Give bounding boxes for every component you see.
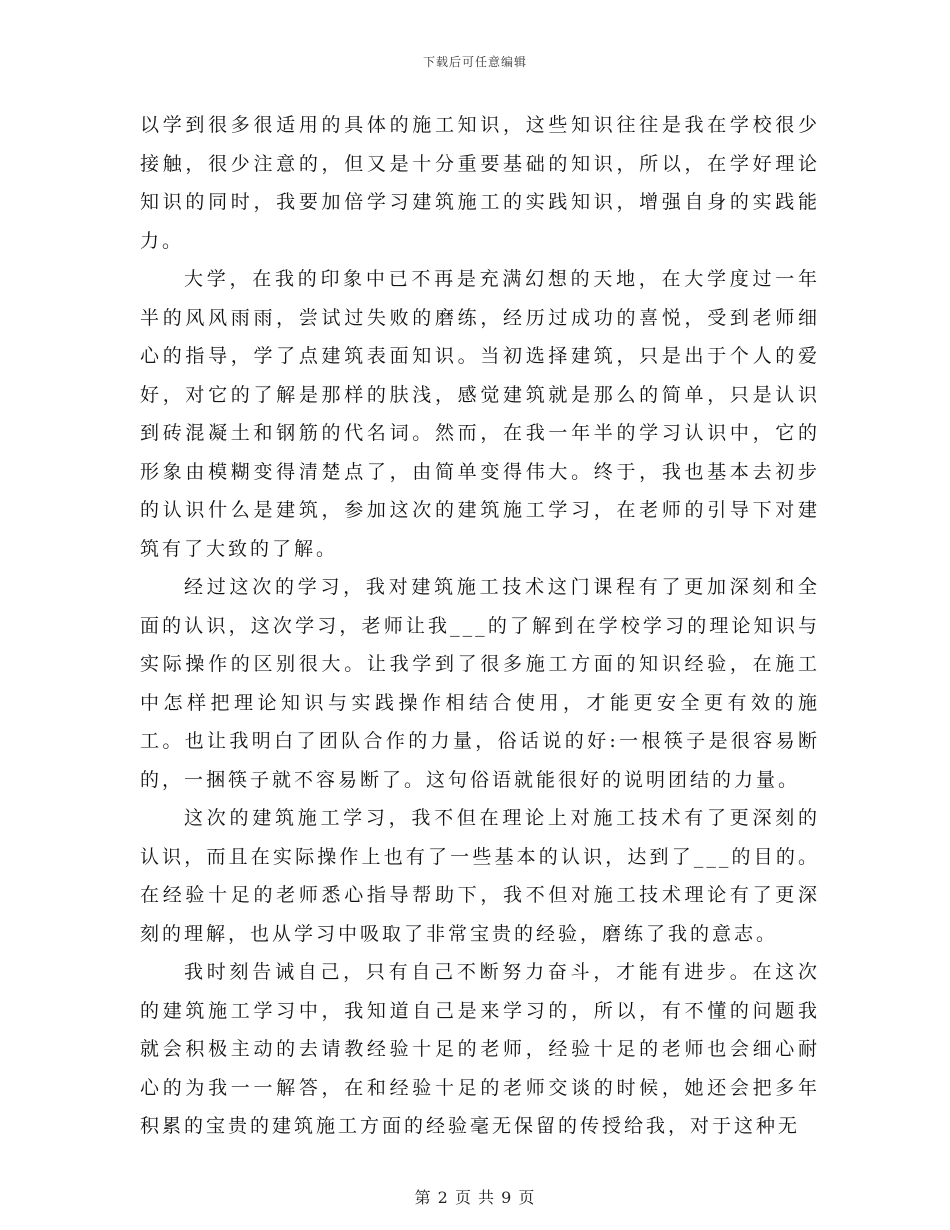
page-number: 第 2 页 共 9 页: [414, 1188, 536, 1207]
paragraph-learning-experience: 经过这次的学习，我对建筑施工技术这门课程有了更加深刻和全面的认识，这次学习，老师让我___的了解到在学校学习的理论知识与实际操作的区别很大。让我学到了很多施工方面的知识经验，在施工中怎样把理论知识与实践操作相结合使用，才能更安全更有效的施工。也让我明白了团队合作的力量，俗话说的好:一根筷子是很容易断的，一捆筷子就不容易断了。这句俗语就能很好的说明团结的力量。: [140, 576, 820, 791]
paragraph-self-motivation: 我时刻告诫自己，只有自己不断努力奋斗，才能有进步。在这次的建筑施工学习中，我知道自己是来学习的，所以，有不懂的问题我就会积极主动的去请教经验十足的老师，经验十足的老师也会细心耐心的为我一一解答，在和经验十足的老师交谈的时候，她还会把多年积累的宝贵的建筑施工方面的经验毫无保留的传授给我，对于这种无: [140, 961, 820, 1137]
paragraph-university: 大学，在我的印象中已不再是充满幻想的天地，在大学度过一年半的风风雨雨，尝试过失败的磨练，经历过成功的喜悦，受到老师细心的指导，学了点建筑表面知识。当初选择建筑，只是出于个人的爱好，对它的了解是那样的肤浅，感觉建筑就是那么的简单，只是认识到砖混凝土和钢筋的代名词。然而，在我一年半的学习认识中，它的形象由模糊变得清楚点了，由简单变得伟大。终于，我也基本去初步的认识什么是建筑，参加这次的建筑施工学习，在老师的引导下对建筑有了大致的了解。: [140, 268, 820, 560]
document-body: [140, 106, 820, 1146]
paragraph-construction-study: 这次的建筑施工学习，我不但在理论上对施工技术有了更深刻的认识，而且在实际操作上也有了一些基本的认识，达到了___的目的。在经验十足的老师悉心指导帮助下，我不但对施工技术理论有了更深刻的理解，也从学习中吸取了非常宝贵的经验，磨练了我的意志。: [140, 807, 820, 945]
page-header: 下载后可任意编辑: [422, 55, 527, 69]
paragraph-continuation: 以学到很多很适用的具体的施工知识，这些知识往往是我在学校很少接触，很少注意的，但又是十分重要基础的知识，所以，在学好理论知识的同时，我要加倍学习建筑施工的实践知识，增强自身的实践能力。: [140, 114, 820, 252]
